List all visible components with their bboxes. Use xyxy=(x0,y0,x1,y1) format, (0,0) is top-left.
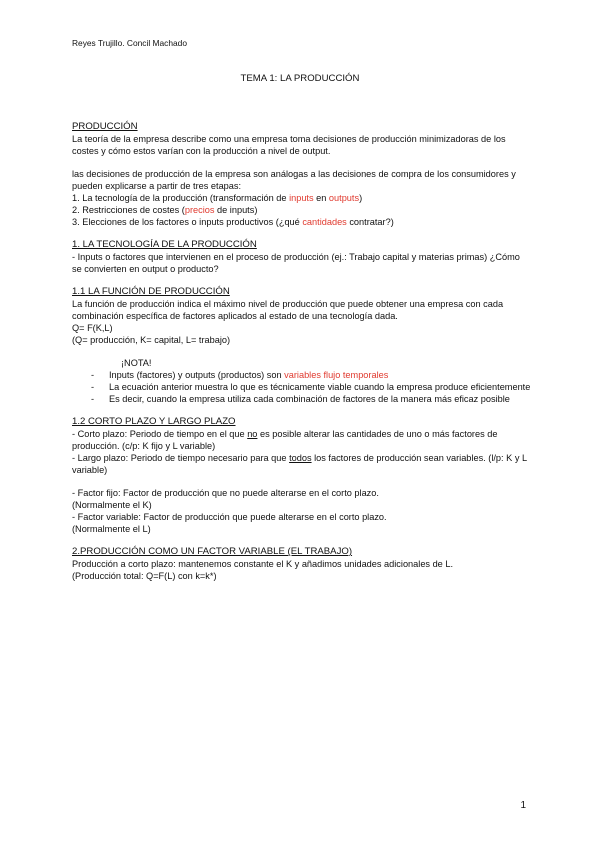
note-item-3: - Es decir, cuando la empresa utiliza cada combinación de factores de la manera más eficaz posible xyxy=(91,394,510,404)
long-term-definition: - Largo plazo: Periodo de tiempo necesario para que todos los factores de producción sean variables. (l/p: K y L variable) xyxy=(72,453,527,475)
keyword-variables-flujo: variables flujo temporales xyxy=(284,370,389,380)
note-item-1: - Inputs (factores) y outputs (productos) son variables flujo temporales xyxy=(91,370,389,380)
note-list xyxy=(72,369,532,405)
fixed-factor-note: (Normalmente el K) xyxy=(72,500,152,510)
section1-heading: 1. LA TECNOLOGÍA DE LA PRODUCCIÓN xyxy=(72,239,257,250)
variable-factor-note: (Normalmente el L) xyxy=(72,524,151,534)
intro-paragraph2: las decisiones de producción de la empresa son análogas a las decisiones de compra de los consumidores y pueden explicarse a partir de tres etapas: xyxy=(72,169,516,191)
section2-total: (Producción total: Q=F(L) con k=k*) xyxy=(72,571,217,581)
keyword-cantidades: cantidades xyxy=(302,217,347,227)
keyword-outputs: outputs xyxy=(328,193,360,203)
step-1: 1. La tecnología de la producción (transformación de inputs en outputs) xyxy=(72,193,363,203)
section2-heading: 2.PRODUCCIÓN COMO UN FACTOR VARIABLE (EL TRABAJO) xyxy=(72,546,353,557)
section1-text: - Inputs o factores que intervienen en el proceso de producción (ej.: Trabajo capital y materias primas) ¿Cómo se convierten en output o producto? xyxy=(72,252,520,274)
fixed-factor: - Factor fijo: Factor de producción que no puede alterarse en el corto plazo. xyxy=(72,488,379,498)
short-term-definition: - Corto plazo: Periodo de tiempo en el que no es posible alterar las cantidades de uno o más factores de producción. (c/p: K fijo y L variable) xyxy=(72,429,498,451)
section2-text: Producción a corto plazo: mantenemos constante el K y añadimos unidades adicionales de L. xyxy=(72,559,454,569)
step-2: 2. Restricciones de costes (precios de inputs) xyxy=(72,205,258,215)
intro-heading: PRODUCCIÓN xyxy=(72,121,138,132)
variable-factor: - Factor variable: Factor de producción que puede alterarse en el corto plazo. xyxy=(72,512,387,522)
section12-heading: 1.2 CORTO PLAZO Y LARGO PLAZO xyxy=(72,416,236,427)
production-formula: Q= F(K,L) xyxy=(72,323,113,333)
header-author: Reyes Trujillo. Concil Machado xyxy=(72,38,187,48)
section11-text: La función de producción indica el máximo nivel de producción que puede obtener una empresa con cada combinación específica de factores aplicados al estado de una tecnología dada. xyxy=(72,299,504,321)
keyword-precios: precios xyxy=(184,205,215,215)
step-3: 3. Elecciones de los factores o inputs productivos (¿qué cantidades contratar?) xyxy=(72,217,394,227)
section11-heading: 1.1 LA FUNCIÓN DE PRODUCCIÓN xyxy=(72,286,230,297)
note-title: ¡NOTA! xyxy=(121,358,152,368)
page-number: 1 xyxy=(520,800,526,811)
document-body xyxy=(72,121,532,582)
formula-legend: (Q= producción, K= capital, L= trabajo) xyxy=(72,335,231,345)
note-item-2: - La ecuación anterior muestra lo que es técnicamente viable cuando la empresa produce eficientemente xyxy=(91,382,531,392)
intro-text: La teoría de la empresa describe como una empresa toma decisiones de producción minimizadoras de los costes y cómo estos varían con la producción a nivel de output. xyxy=(72,134,506,156)
page-title: TEMA 1: LA PRODUCCIÓN xyxy=(240,73,360,84)
keyword-inputs: inputs xyxy=(289,193,314,203)
